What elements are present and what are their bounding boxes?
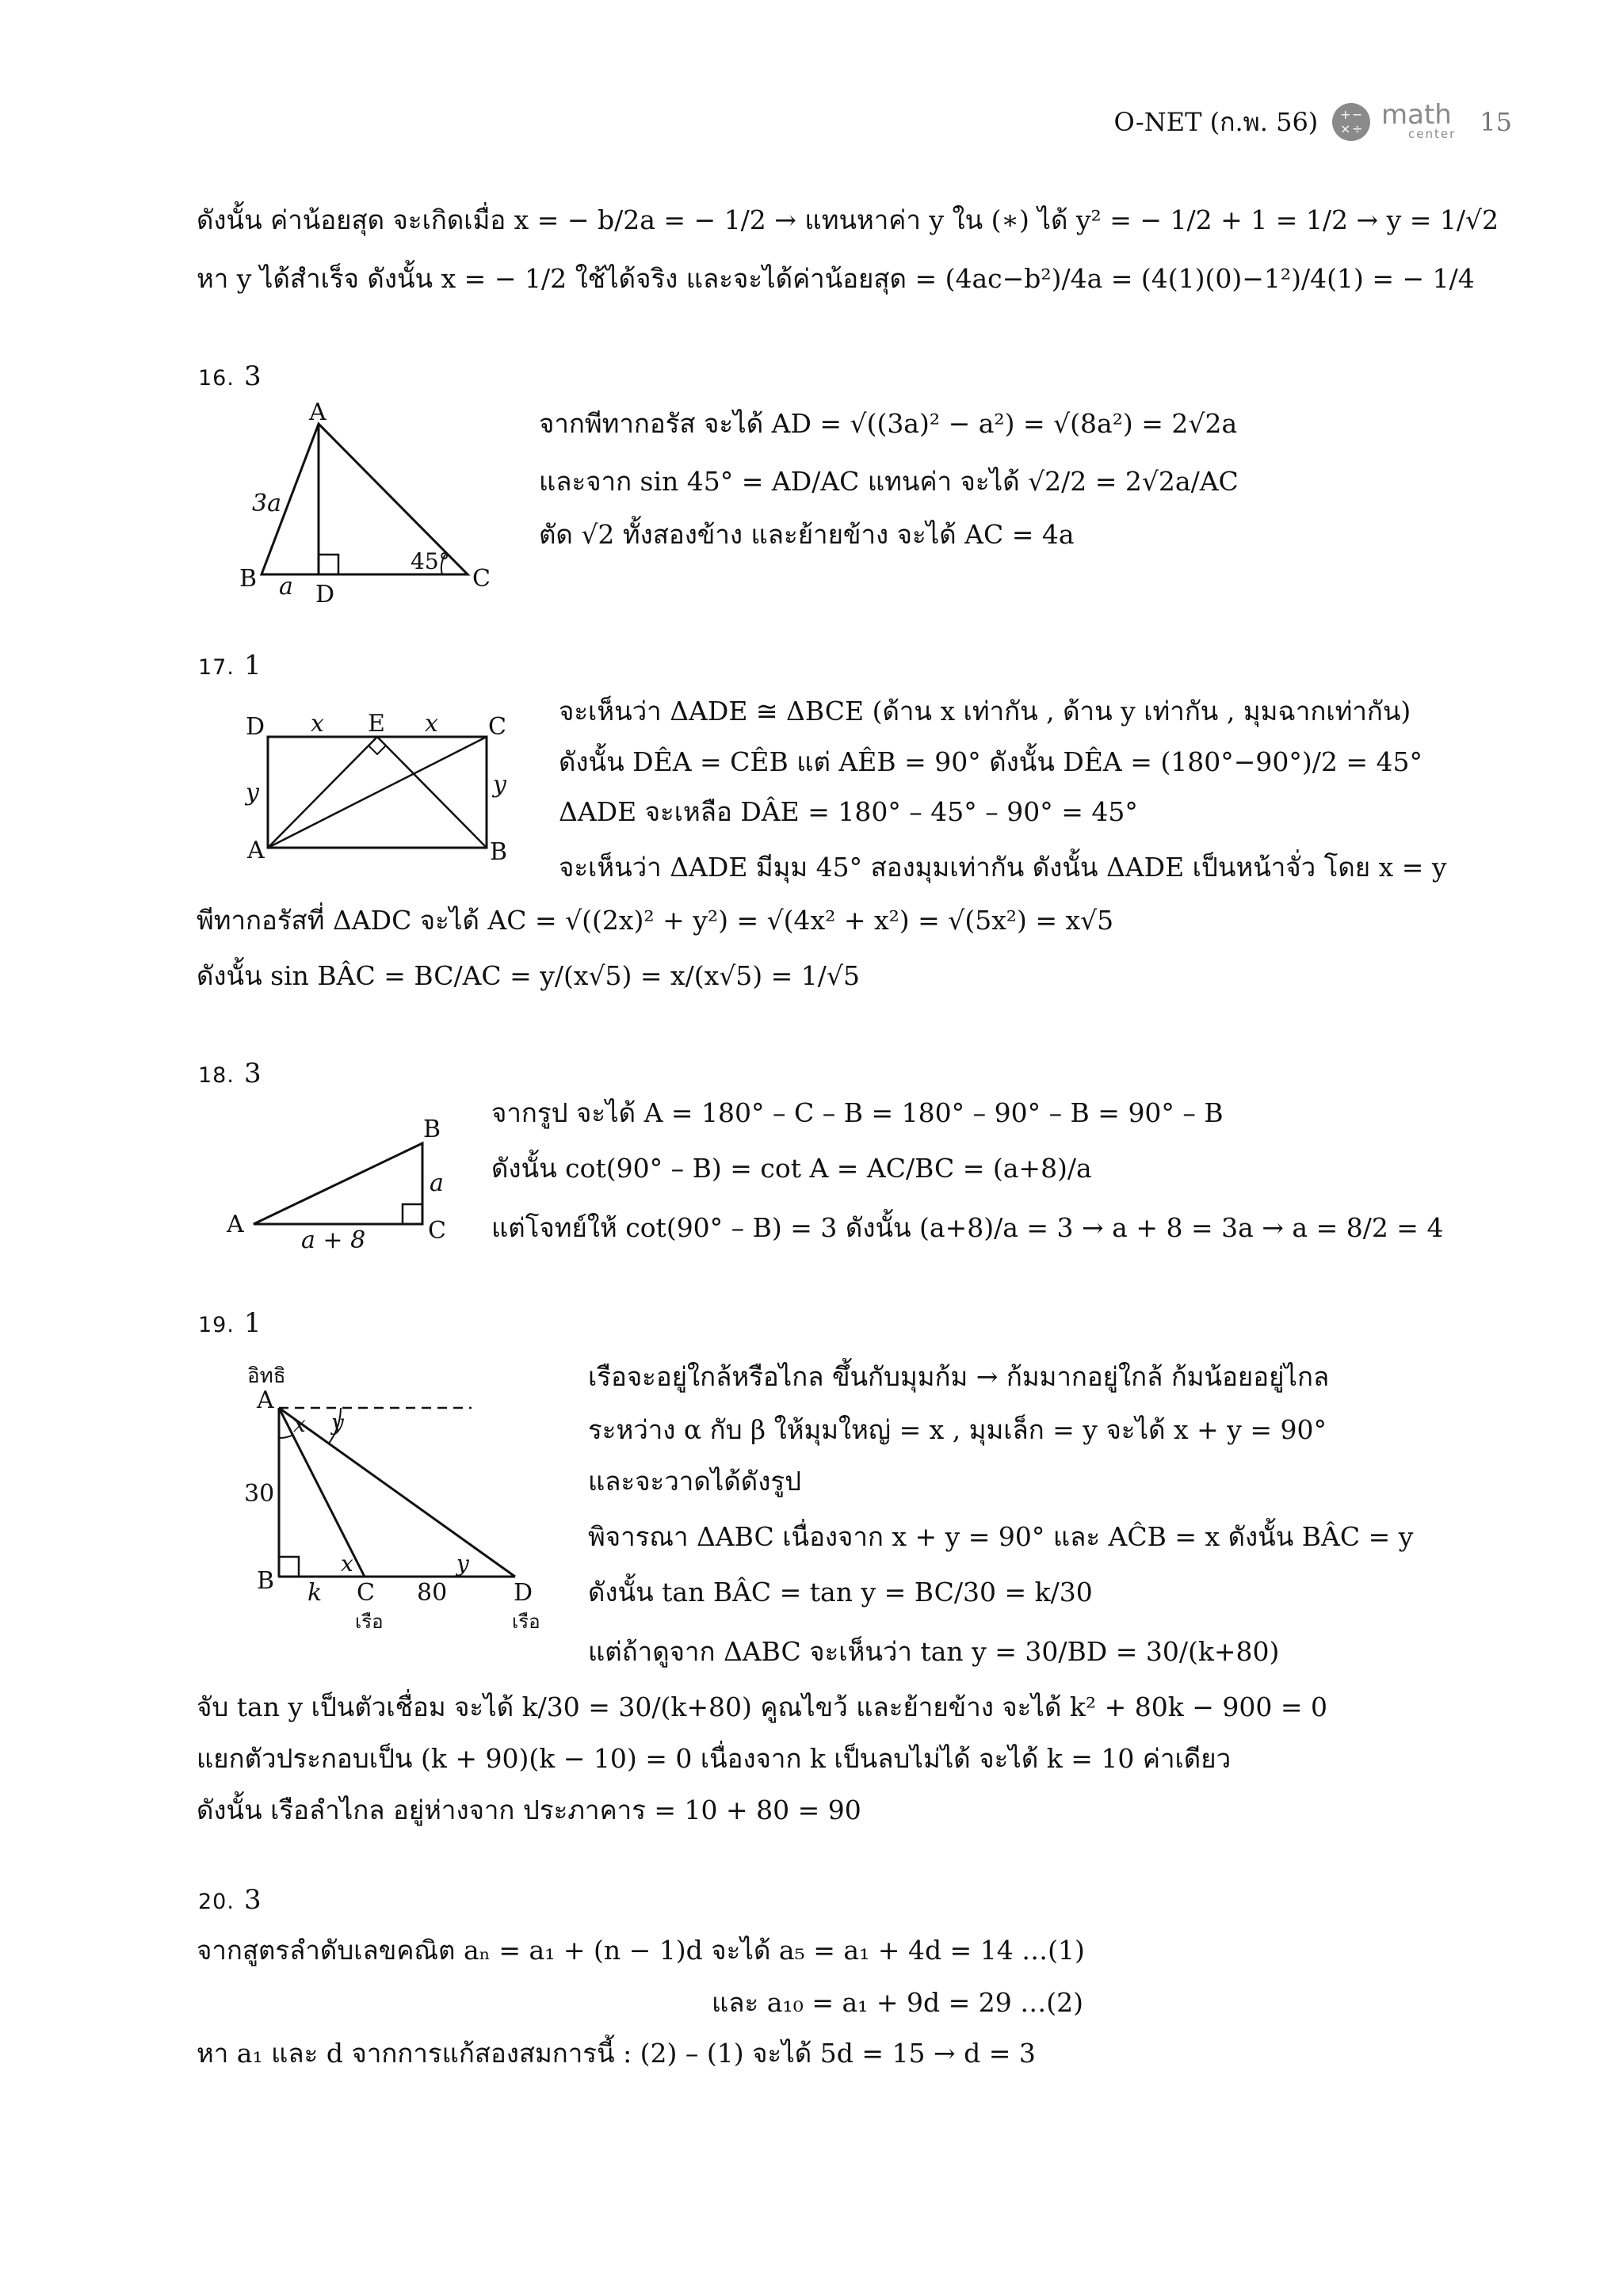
question-answer: 3 — [243, 1058, 262, 1089]
svg-text:÷: ÷ — [1352, 121, 1363, 136]
q17-line-2: ดังนั้น DÊA = CÊB แต่ AÊB = 90° ดังนั้น DÊA = (180°−90°)/2 = 45° — [559, 746, 1423, 777]
q17-line-3: ΔADE จะเหลือ DÂE = 180° – 45° – 90° = 45° — [559, 796, 1138, 827]
q19-line-1: เรือจะอยู่ใกล้หรือไกล ขึ้นกับมุมก้ม → ก้มมากอยู่ใกล้ ก้มน้อยอยู่ไกล — [588, 1361, 1330, 1392]
right-angle-mark — [369, 746, 386, 754]
page-header — [1114, 101, 1512, 143]
svg-text:−: − — [1352, 107, 1363, 122]
right-angle-mark — [319, 555, 338, 574]
q17-rectangle-figure — [238, 701, 531, 871]
exam-title: O-NET (ก.พ. 56) — [1113, 106, 1319, 137]
calculator-icon — [1331, 101, 1377, 143]
q19-full-line-2: แยกตัวประกอบเป็น (k + 90)(k − 10) = 0 เนื่องจาก k เป็นลบไม่ได้ จะได้ k = 10 ค่าเดียว — [197, 1743, 1232, 1774]
question-19-number — [198, 1307, 262, 1339]
label-side-a: a — [430, 1169, 444, 1197]
question-number: 18. — [198, 1063, 235, 1088]
label-b: B — [423, 1116, 441, 1143]
right-angle-mark — [403, 1204, 422, 1224]
q19-full-line-1: จับ tan y เป็นตัวเชื่อม จะได้ k/30 = 30/(k+80) คูณไขว้ และย้ายข้าง จะได้ k² + 80k − 900 = 0 — [197, 1691, 1328, 1722]
q20-line-3: หา a₁ และ d จากการแก้สองสมการนี้ : (2) – (1) จะได้ 5d = 15 → d = 3 — [197, 2038, 1036, 2069]
question-number: 16. — [198, 366, 235, 391]
label-c: C — [428, 1217, 446, 1245]
q19-full-line-3: ดังนั้น เรือลำไกล อยู่ห่างจาก ประภาคาร = 10 + 80 = 90 — [197, 1794, 861, 1825]
line-of-sight-ad — [279, 1408, 515, 1577]
label-angle-x-bottom: x — [341, 1550, 353, 1577]
q18-line-2: ดังนั้น cot(90° – B) = cot A = AC/BC = (a+8)/a — [491, 1153, 1092, 1184]
question-answer: 1 — [243, 1307, 262, 1339]
label-boat-d: เรือ — [512, 1611, 540, 1633]
q20-line-1: จากสูตรลำดับเลขคณิต aₙ = a₁ + (n − 1)d จะได้ a₅ = a₁ + 4d = 14 …(1) — [197, 1935, 1085, 1966]
q19-line-2: ระหว่าง α กับ β ให้มุมใหญ่ = x , มุมเล็ก = y จะได้ x + y = 90° — [588, 1414, 1327, 1445]
label-b: B — [257, 1567, 275, 1595]
q18-line-3: แต่โจทย์ให้ cot(90° – B) = 3 ดังนั้น (a+8)/a = 3 → a + 8 = 3a → a = 8/2 = 4 — [491, 1212, 1444, 1243]
question-18-number — [198, 1058, 262, 1089]
label-height-30: 30 — [244, 1480, 275, 1508]
intro-line-1: ดังนั้น ค่าน้อยสุด จะเกิดเมื่อ x = − b/2a = − 1/2 → แทนหาค่า y ใน (∗) ได้ y² = − 1/2 + 1 = 1/2 → y = 1/√2 — [197, 204, 1499, 235]
right-angle-mark — [279, 1557, 299, 1577]
label-c: C — [488, 713, 506, 741]
label-a: A — [309, 399, 327, 426]
q19-lighthouse-figure — [238, 1359, 571, 1644]
label-angle-x-top: x — [293, 1411, 306, 1437]
label-a: A — [227, 1211, 244, 1238]
triangle-abc — [254, 1143, 422, 1224]
label-c: C — [472, 565, 491, 593]
q16-line-2: และจาก sin 45° = AD/AC แทนค่า จะได้ √2/2 = 2√2a/AC — [539, 466, 1239, 497]
question-number: 17. — [198, 655, 235, 680]
label-80: 80 — [417, 1579, 448, 1607]
label-x-right: x — [425, 710, 438, 738]
question-answer: 1 — [243, 650, 262, 681]
label-angle-y-bottom: y — [456, 1550, 469, 1577]
intro-line-2: หา y ได้สำเร็จ ดังนั้น x = − 1/2 ใช้ได้จริง และจะได้ค่าน้อยสุด = (4ac−b²)/4a = (4(1)(0)−1²)/4(1) = − 1/4 — [197, 263, 1475, 294]
label-angle-y-top: y — [331, 1409, 344, 1436]
question-16-number — [198, 360, 262, 392]
q17-line-4: จะเห็นว่า ΔADE มีมุม 45° สองมุมเท่ากัน ดังนั้น ΔADE เป็นหน้าจั่ว โดย x = y — [559, 852, 1447, 883]
question-17-number — [198, 650, 262, 681]
q16-triangle-figure — [230, 396, 499, 618]
question-answer: 3 — [243, 1884, 262, 1916]
q20-line-2: และ a₁₀ = a₁ + 9d = 29 …(2) — [712, 1987, 1083, 2018]
label-k: k — [307, 1579, 323, 1607]
math-center-logo — [1331, 101, 1467, 143]
math-wordmark — [1380, 101, 1467, 143]
q18-line-1: จากรูป จะได้ A = 180° – C – B = 180° – 90° – B = 90° – B — [491, 1097, 1224, 1128]
q19-line-4: พิจารณา ΔABC เนื่องจาก x + y = 90° และ AĈB = x ดังนั้น BÂC = y — [588, 1521, 1414, 1552]
q16-line-1: จากพีทากอรัส จะได้ AD = √((3a)² − a²) = √(8a²) = 2√2a — [539, 408, 1238, 439]
label-angle-45: 45° — [411, 548, 450, 574]
label-c: C — [357, 1579, 375, 1607]
page-number: 15 — [1480, 107, 1512, 137]
svg-text:+: + — [1340, 107, 1351, 122]
q17-line-1: จะเห็นว่า ΔADE ≅ ΔBCE (ด้าน x เท่ากัน , ด้าน y เท่ากัน , มุมฉากเท่ากัน) — [559, 696, 1411, 727]
angle-arc-x — [279, 1435, 293, 1438]
segment-be — [377, 737, 487, 848]
question-number: 20. — [198, 1890, 235, 1914]
label-y-left: y — [246, 779, 259, 807]
label-d: D — [514, 1579, 533, 1607]
q19-line-5: ดังนั้น tan BÂC = tan y = BC/30 = k/30 — [588, 1577, 1093, 1608]
label-x-left: x — [311, 710, 324, 738]
svg-text:math: math — [1381, 101, 1453, 131]
svg-text:center: center — [1408, 127, 1457, 141]
q17-full-line-1: พีทากอรัสที่ ΔADC จะได้ AC = √((2x)² + y²) = √(4x² + x²) = √(5x²) = x√5 — [197, 905, 1114, 936]
label-b: B — [490, 838, 508, 866]
label-d: D — [246, 713, 265, 741]
label-lighthouse: อิทธิ — [247, 1364, 286, 1388]
q19-line-3: และจะวาดได้ดังรูป — [588, 1466, 802, 1497]
label-side-a: a — [279, 573, 293, 601]
label-a: A — [257, 1386, 274, 1414]
question-20-number — [198, 1884, 262, 1916]
q19-line-6: แต่ถ้าดูจาก ΔABC จะเห็นว่า tan y = 30/BD = 30/(k+80) — [588, 1636, 1280, 1667]
label-boat-c: เรือ — [355, 1611, 384, 1633]
question-number: 19. — [198, 1313, 235, 1337]
label-a: A — [247, 837, 265, 864]
label-a-plus-8: a + 8 — [301, 1226, 366, 1254]
label-b: B — [239, 565, 258, 593]
label-e: E — [368, 710, 385, 738]
q16-line-3: ตัด √2 ทั้งสองข้าง และย้ายข้าง จะได้ AC = 4a — [539, 519, 1075, 550]
question-answer: 3 — [243, 360, 262, 392]
q17-full-line-2: ดังนั้น sin BÂC = BC/AC = y/(x√5) = x/(x√5) = 1/√5 — [197, 960, 860, 991]
svg-text:×: × — [1340, 121, 1351, 136]
label-3a: 3a — [252, 490, 281, 517]
label-d: D — [315, 581, 335, 608]
label-y-right: y — [493, 771, 506, 799]
q18-triangle-figure — [222, 1105, 491, 1256]
segment-ae — [268, 737, 377, 848]
